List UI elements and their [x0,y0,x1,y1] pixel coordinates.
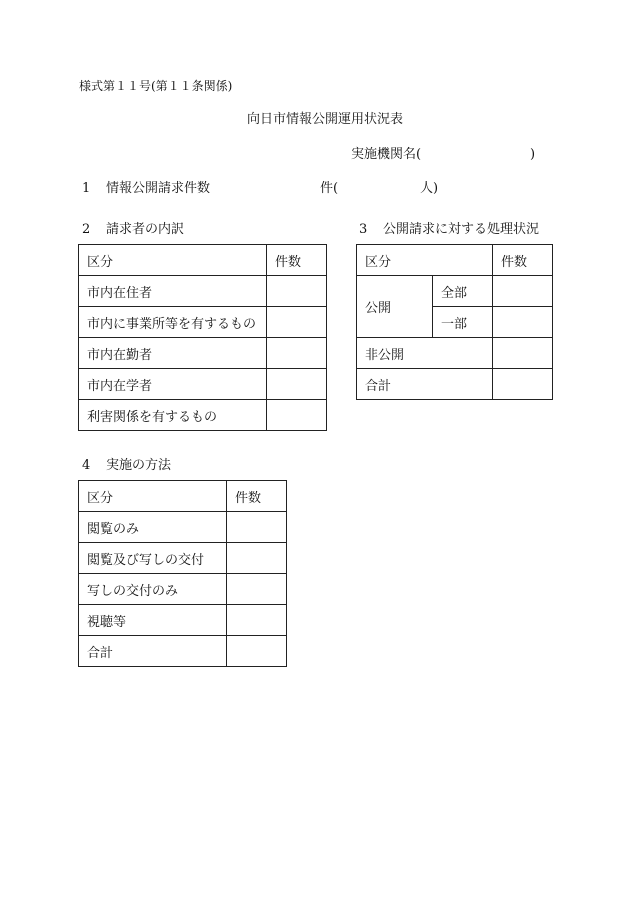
section3-number: 3 [359,222,368,237]
header-category: 区分 [357,245,493,276]
row-label: 市内に事業所等を有するもの [79,307,267,338]
section1-number: 1 [82,181,91,196]
row-label: 市内在学者 [79,369,267,400]
disclosure-label: 公開 [357,276,433,338]
table-row [357,369,553,400]
table-header-row [357,245,553,276]
section1-count-unit: 件( [320,181,339,196]
count-cell[interactable] [493,276,553,307]
row-label: 写しの交付のみ [79,574,227,605]
table-row [79,543,287,574]
section2-title: 請求者の内訳 [106,222,185,237]
table-row [357,338,553,369]
processing-status-table [356,244,553,400]
agency-open-paren: ( [416,147,422,162]
row-label: 閲覧及び写しの交付 [79,543,227,574]
agency-close-paren: ) [530,147,536,162]
header-count: 件数 [267,245,327,276]
table-row [79,605,287,636]
row-label: 市内在住者 [79,276,267,307]
count-cell[interactable] [267,338,327,369]
non-disclosure-label: 非公開 [357,338,493,369]
header-count: 件数 [493,245,553,276]
page-title: 向日市情報公開運用状況表 [247,112,404,127]
table-row [79,276,327,307]
requester-breakdown-table [78,244,327,431]
table-row [79,400,327,431]
section1-person-unit: 人) [420,181,439,196]
row-label: 利害関係を有するもの [79,400,267,431]
table-row [79,369,327,400]
section3-title: 公開請求に対する処理状況 [383,222,540,237]
agency-label: 実施機関名 [351,147,417,162]
count-cell[interactable] [267,307,327,338]
count-cell[interactable] [493,307,553,338]
table-row [79,338,327,369]
agency-name-row [351,148,421,161]
row-label: 市内在勤者 [79,338,267,369]
count-cell[interactable] [227,543,287,574]
row-label: 合計 [79,636,227,667]
table-header-row [79,481,287,512]
section4-number: 4 [82,458,91,473]
count-cell[interactable] [227,636,287,667]
count-cell[interactable] [227,512,287,543]
section2-number: 2 [82,222,91,237]
count-cell[interactable] [267,400,327,431]
count-cell[interactable] [493,369,553,400]
header-category: 区分 [79,481,227,512]
table-row [79,307,327,338]
full-disclosure-label: 全部 [433,276,493,307]
count-cell[interactable] [227,574,287,605]
table-row [79,636,287,667]
header-category: 区分 [79,245,267,276]
table-row [357,276,553,307]
implementation-method-table [78,480,287,667]
row-label: 視聴等 [79,605,227,636]
count-cell[interactable] [267,369,327,400]
table-row [79,512,287,543]
table-header-row [79,245,327,276]
section1-title: 情報公開請求件数 [106,181,211,196]
partial-disclosure-label: 一部 [433,307,493,338]
header-count: 件数 [227,481,287,512]
form-label: 様式第１１号(第１１条関係) [79,79,233,93]
total-label: 合計 [357,369,493,400]
section4-title: 実施の方法 [106,458,172,473]
table-row [79,574,287,605]
count-cell[interactable] [493,338,553,369]
count-cell[interactable] [227,605,287,636]
row-label: 閲覧のみ [79,512,227,543]
count-cell[interactable] [267,276,327,307]
